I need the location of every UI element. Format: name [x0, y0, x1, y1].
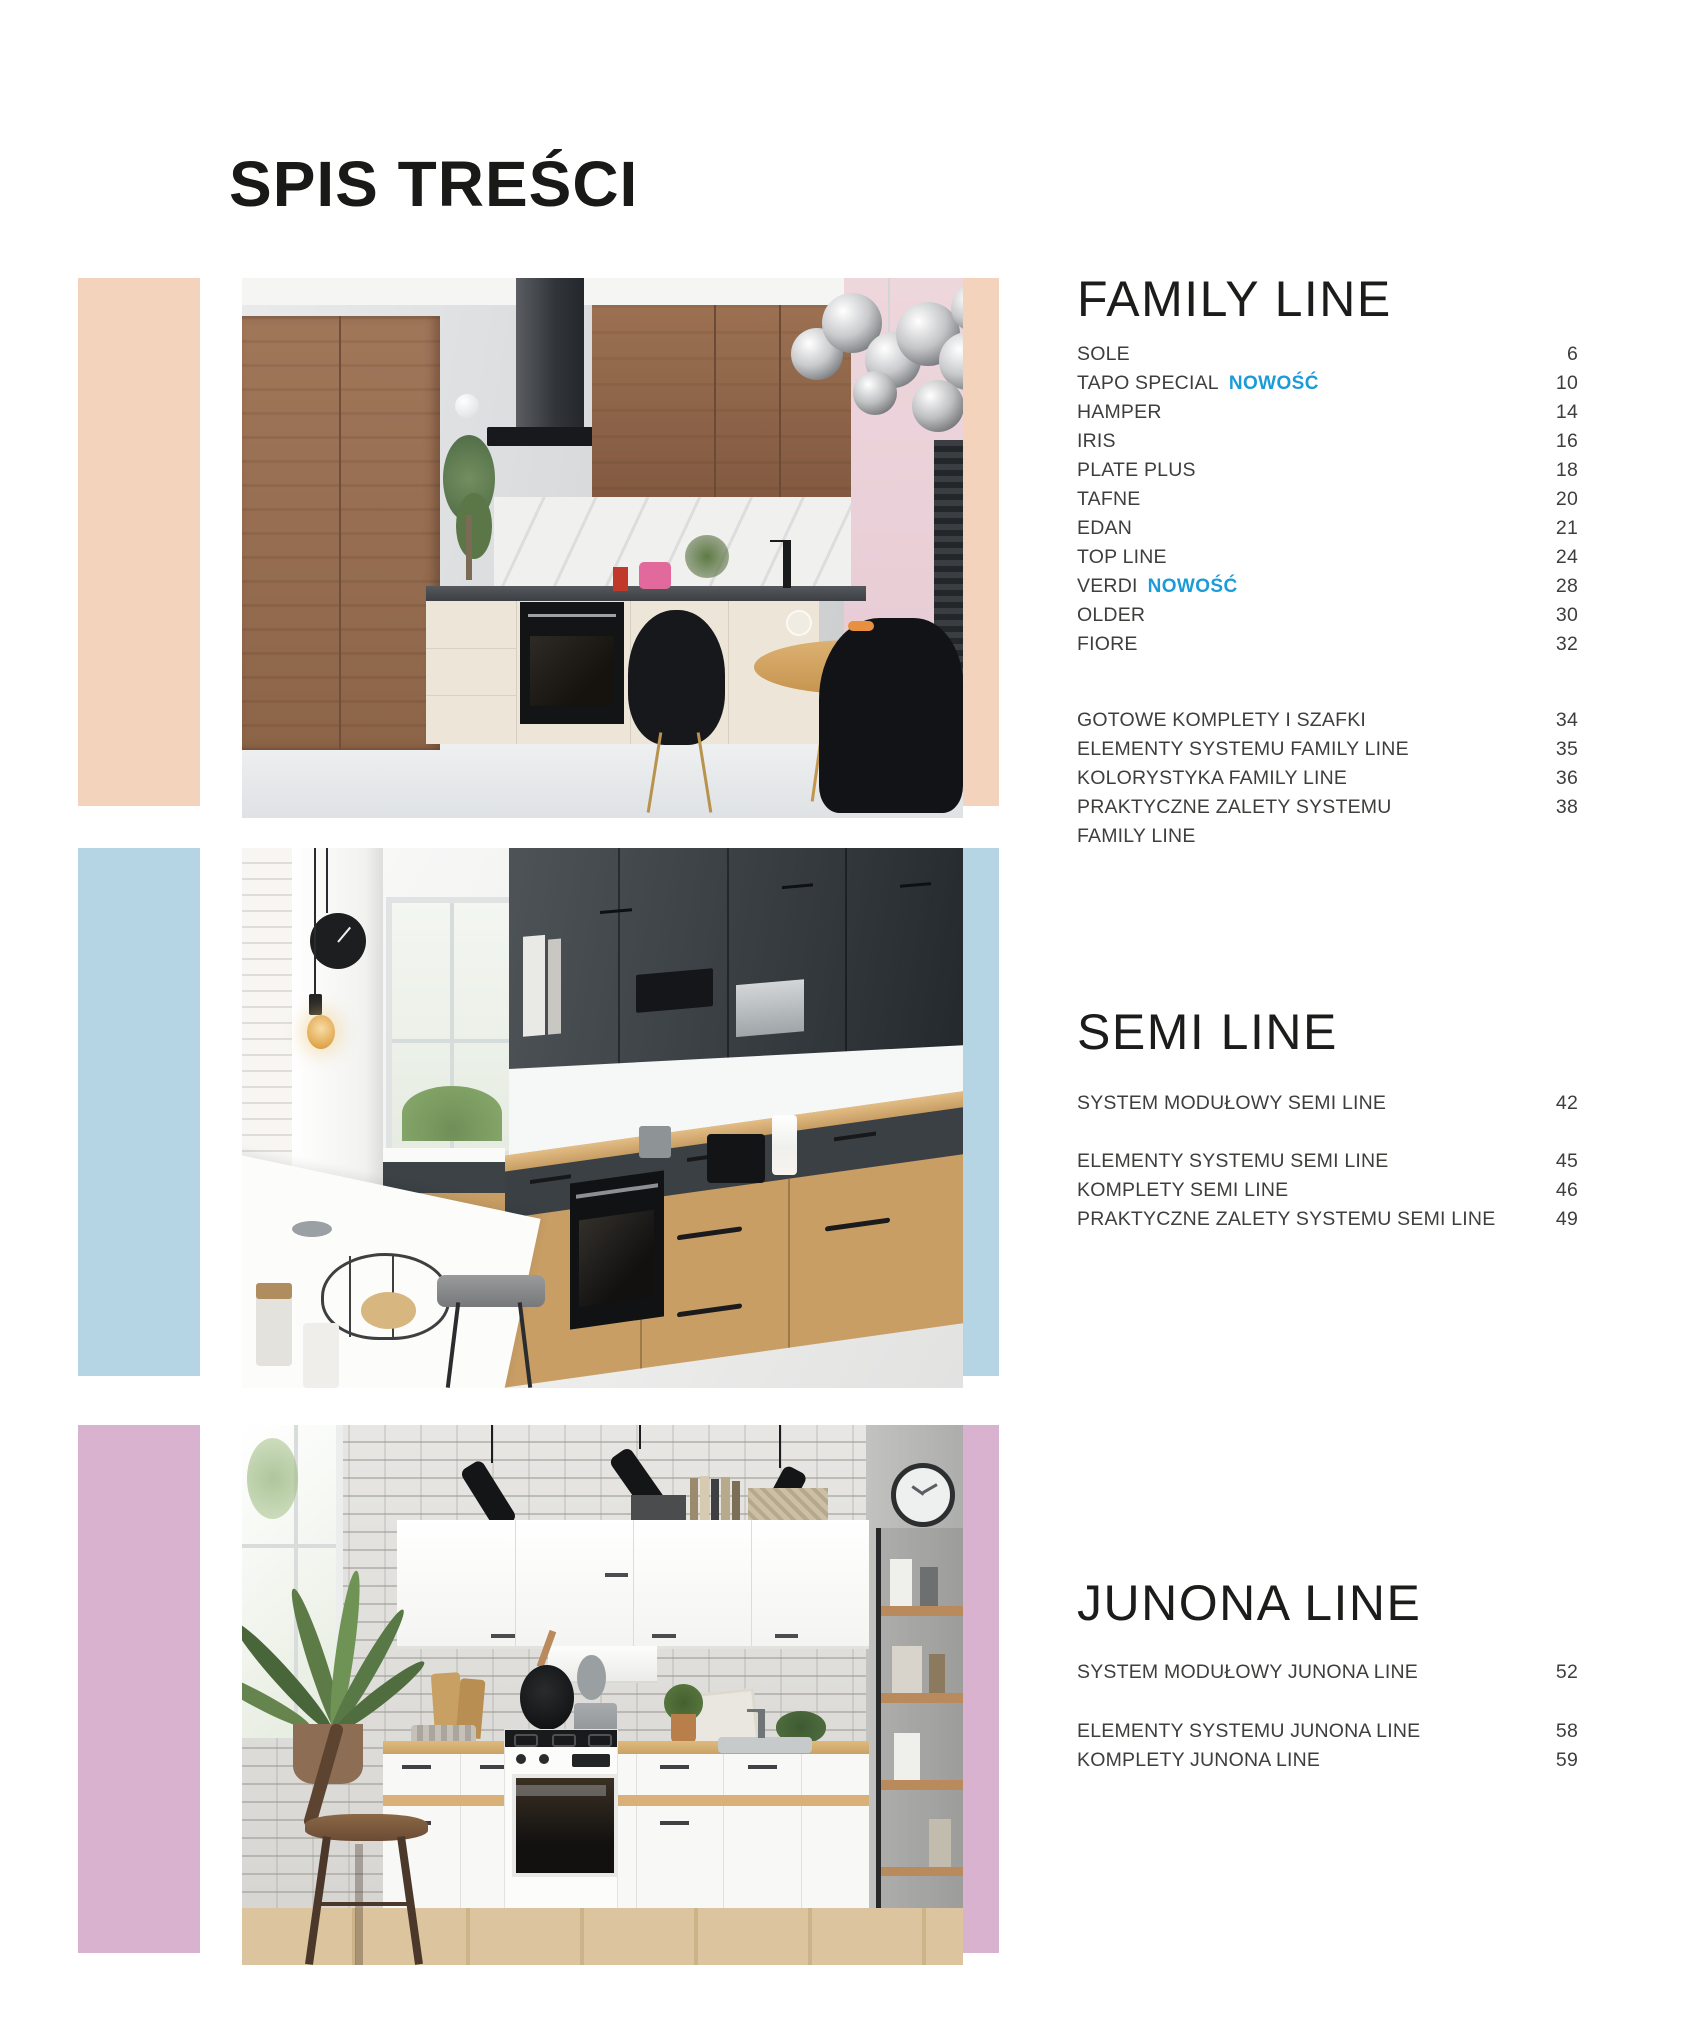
- toc-item[interactable]: [1077, 735, 1578, 764]
- toc-item-page: 30: [1555, 604, 1578, 626]
- toc-item-page: 21: [1555, 517, 1578, 539]
- toc-item-label: GOTOWE KOMPLETY I SZAFKI: [1077, 709, 1367, 731]
- toc-junona-line: [1077, 1576, 1578, 1775]
- toc-item-label: PRAKTYCZNE ZALETY SYSTEMU FAMILY LINE: [1077, 796, 1392, 847]
- toc-item-label: KOMPLETY JUNONA LINE: [1077, 1749, 1321, 1771]
- sink: [718, 1737, 812, 1753]
- toc-item-label: KOLORYSTYKA FAMILY LINE: [1077, 767, 1348, 789]
- toc-item[interactable]: [1077, 630, 1578, 659]
- toc-item-label: ELEMENTY SYSTEMU FAMILY LINE: [1077, 738, 1409, 760]
- oven: [520, 602, 625, 724]
- stool: [437, 1275, 545, 1307]
- toc-item-page: 58: [1555, 1720, 1578, 1742]
- wooden-chair: [289, 1722, 448, 1965]
- toc-list: [1077, 340, 1578, 851]
- accent-bar-left: [78, 278, 200, 806]
- semi-line-kitchen-photo: [242, 848, 963, 1388]
- toc-semi-line: [1077, 1005, 1578, 1234]
- toc-item-page: 36: [1555, 767, 1578, 789]
- section-heading: SEMI LINE: [1077, 1004, 1338, 1060]
- window: [386, 897, 517, 1157]
- toc-item-label: TAPO SPECIAL: [1077, 372, 1219, 394]
- toc-item-label: SOLE: [1077, 343, 1130, 365]
- chandelier: [776, 278, 963, 483]
- toc-item[interactable]: [1077, 1746, 1578, 1775]
- toc-item[interactable]: [1077, 427, 1578, 456]
- toc-item-label: VERDI: [1077, 575, 1138, 597]
- toc-item[interactable]: [1077, 793, 1578, 851]
- toc-item[interactable]: [1077, 1176, 1578, 1205]
- toc-item[interactable]: [1077, 543, 1578, 572]
- accent-bar-right: [963, 848, 999, 1376]
- toc-list: [1077, 1089, 1578, 1234]
- toc-item-page: 38: [1555, 796, 1578, 818]
- toc-item-label: ELEMENTY SYSTEMU JUNONA LINE: [1077, 1720, 1421, 1742]
- flowers: [437, 435, 502, 581]
- upper-cabinets: [397, 1520, 869, 1650]
- oven: [570, 1171, 664, 1330]
- section-heading: JUNONA LINE: [1077, 1575, 1422, 1631]
- toc-item-label: TAFNE: [1077, 488, 1141, 510]
- toc-item[interactable]: [1077, 485, 1578, 514]
- toc-item-page: 24: [1555, 546, 1578, 568]
- accent-bar-right: [963, 1425, 999, 1953]
- wall-clock: [310, 913, 366, 969]
- toc-group: [1077, 1717, 1578, 1775]
- toc-item-label: OLDER: [1077, 604, 1146, 626]
- toc-item-label: ELEMENTY SYSTEMU SEMI LINE: [1077, 1150, 1389, 1172]
- toc-item-label: EDAN: [1077, 517, 1132, 539]
- toc-item-label: HAMPER: [1077, 401, 1162, 423]
- toc-group: [1077, 340, 1578, 659]
- toc-item-page: 16: [1555, 430, 1578, 452]
- toc-item[interactable]: [1077, 1658, 1578, 1687]
- accent-bar-left: [78, 848, 200, 1376]
- toc-item-label: IRIS: [1077, 430, 1116, 452]
- toc-item-page: 6: [1566, 343, 1578, 365]
- page-title: SPIS TREŚCI: [229, 148, 639, 220]
- toc-group: [1077, 1658, 1578, 1687]
- new-badge: NOWOŚĆ: [1228, 373, 1319, 394]
- toc-item-label: FIORE: [1077, 633, 1138, 655]
- black-chair: [628, 610, 725, 745]
- toc-item-page: 18: [1555, 459, 1578, 481]
- books-on-cabinet: [631, 1474, 840, 1523]
- toc-group: [1077, 1147, 1578, 1234]
- shelving-unit: [876, 1528, 963, 1922]
- toc-item-page: 46: [1555, 1179, 1578, 1201]
- wall-clock: [891, 1463, 955, 1527]
- toc-item[interactable]: [1077, 1089, 1578, 1118]
- gas-range: [505, 1730, 617, 1913]
- toc-item-page: 52: [1555, 1661, 1578, 1683]
- toc-item[interactable]: [1077, 398, 1578, 427]
- toc-item-page: 45: [1555, 1150, 1578, 1172]
- toc-item[interactable]: [1077, 601, 1578, 630]
- toc-item[interactable]: [1077, 514, 1578, 543]
- toc-item[interactable]: [1077, 369, 1578, 398]
- toc-item[interactable]: [1077, 706, 1578, 735]
- toc-group: [1077, 1089, 1578, 1118]
- toc-item-label: PLATE PLUS: [1077, 459, 1196, 481]
- toc-family-line: [1077, 272, 1578, 851]
- toc-item-page: 28: [1555, 575, 1578, 597]
- toc-item-label: TOP LINE: [1077, 546, 1167, 568]
- toc-item[interactable]: [1077, 572, 1578, 601]
- toc-item-page: 35: [1555, 738, 1578, 760]
- toc-item[interactable]: [1077, 764, 1578, 793]
- toc-item[interactable]: [1077, 1147, 1578, 1176]
- black-chair: [819, 618, 963, 812]
- marble-backsplash: [494, 497, 851, 588]
- toc-item-page: 42: [1555, 1092, 1578, 1114]
- toc-item-page: 49: [1555, 1208, 1578, 1230]
- toc-item[interactable]: [1077, 340, 1578, 369]
- toc-item-label: SYSTEM MODUŁOWY JUNONA LINE: [1077, 1661, 1418, 1683]
- cooker-hood: [516, 278, 584, 429]
- toc-item-page: 10: [1555, 372, 1578, 394]
- toaster: [707, 1134, 765, 1183]
- accent-bar-left: [78, 1425, 200, 1953]
- wall-lamp: [455, 394, 479, 418]
- wire-basket: [321, 1253, 450, 1340]
- section-heading: FAMILY LINE: [1077, 271, 1392, 327]
- toc-item[interactable]: [1077, 456, 1578, 485]
- toc-item-page: 59: [1555, 1749, 1578, 1771]
- base-cabinets: [383, 1754, 870, 1913]
- toc-group: [1077, 706, 1578, 851]
- toc-item[interactable]: [1077, 1205, 1578, 1234]
- toc-item-page: 34: [1555, 709, 1578, 731]
- toc-item[interactable]: [1077, 1717, 1578, 1746]
- junona-line-kitchen-photo: [242, 1425, 963, 1965]
- family-line-kitchen-photo: [242, 278, 963, 818]
- toc-item-page: 20: [1555, 488, 1578, 510]
- toc-item-page: 32: [1555, 633, 1578, 655]
- frying-pan: [520, 1665, 574, 1730]
- toc-item-page: 14: [1555, 401, 1578, 423]
- pendant-bulb: [307, 1015, 335, 1049]
- accent-bar-right: [963, 278, 999, 806]
- toc-item-label: PRAKTYCZNE ZALETY SYSTEMU SEMI LINE: [1077, 1208, 1496, 1230]
- toc-item-label: SYSTEM MODUŁOWY SEMI LINE: [1077, 1092, 1387, 1114]
- cooker-hood: [636, 968, 713, 1013]
- new-badge: NOWOŚĆ: [1147, 576, 1238, 597]
- toc-list: [1077, 1658, 1578, 1775]
- toc-item-label: KOMPLETY SEMI LINE: [1077, 1179, 1289, 1201]
